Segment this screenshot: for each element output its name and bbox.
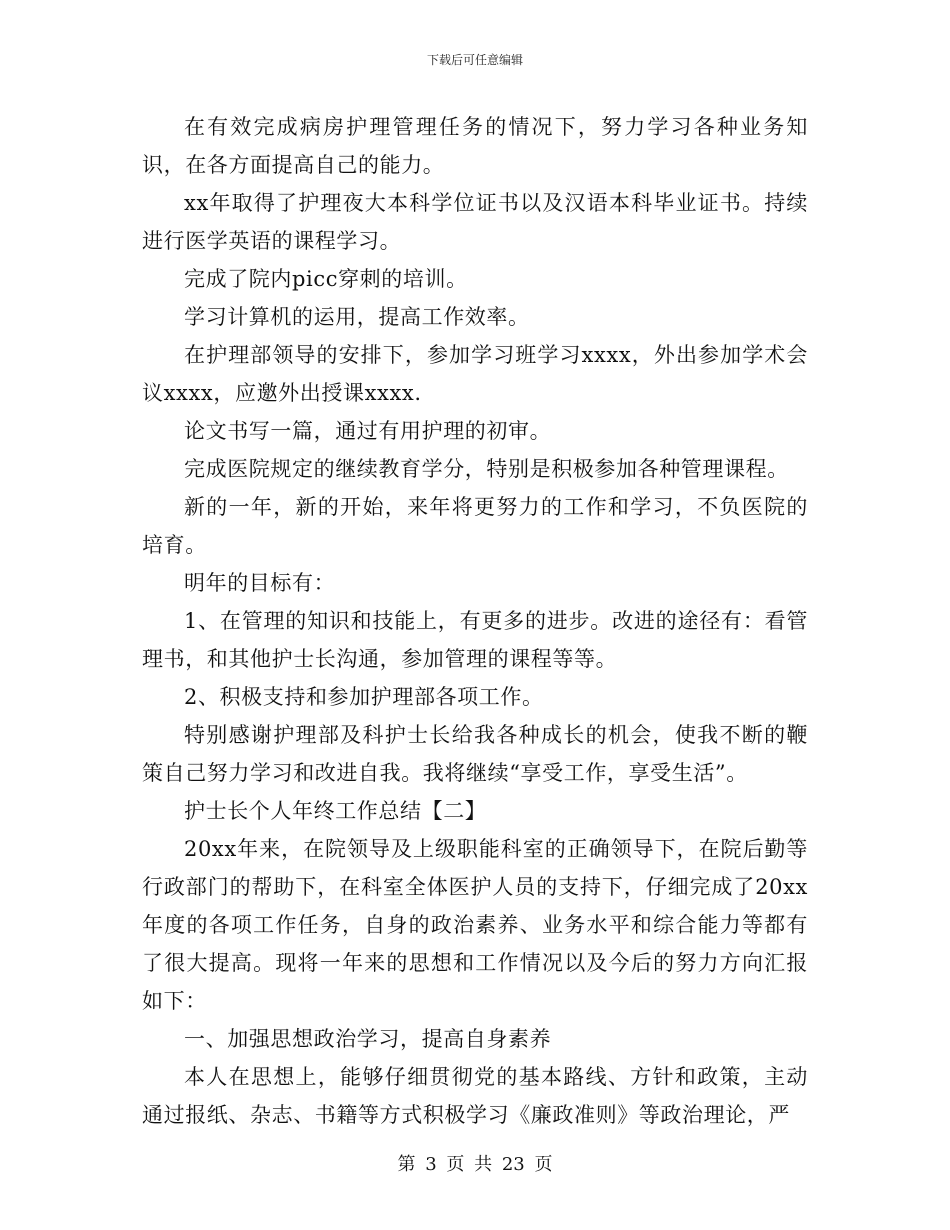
paragraph: 1、在管理的知识和技能上，有更多的进步。改进的途径有：看管理书，和其他护士长沟通，参加管理的课程等等。 (142, 609, 808, 671)
section-heading: 护士长个人年终工作总结【二】 (184, 799, 487, 823)
paragraph: 完成了院内picc穿刺的培训。 (184, 267, 468, 291)
paragraph: 特别感谢护理部及科护士长给我各种成长的机会，使我不断的鞭策自己努力学习和改进自我。我将继续“享受工作，享受生活”。 (142, 723, 808, 785)
paragraph: 2、积极支持和参加护理部各项工作。 (184, 685, 544, 709)
document-body (142, 108, 808, 1134)
paragraph: 在有效完成病房护理管理任务的情况下，努力学习各种业务知识，在各方面提高自己的能力。 (142, 115, 808, 177)
paragraph: 学习计算机的运用，提高工作效率。 (184, 305, 530, 329)
paragraph: 本人在思想上，能够仔细贯彻党的基本路线、方针和政策，主动通过报纸、杂志、书籍等方式积极学习《廉政准则》等政治理论，严 (142, 1065, 808, 1127)
paragraph: 完成医院规定的继续教育学分，特别是积极参加各种管理课程。 (184, 457, 789, 481)
paragraph: 明年的目标有： (184, 571, 336, 595)
page-header: 下载后可任意编辑 (426, 53, 523, 67)
paragraph: 在护理部领导的安排下，参加学习班学习xxxx，外出参加学术会议xxxx，应邀外出授课xxxx. (142, 343, 808, 405)
paragraph: 论文书写一篇，通过有用护理的初审。 (184, 419, 552, 443)
section-heading: 一、加强思想政治学习，提高自身素养 (184, 1027, 552, 1051)
paragraph: 20xx年来，在院领导及上级职能科室的正确领导下，在院后勤等行政部门的帮助下，在科室全体医护人员的支持下，仔细完成了20xx年度的各项工作任务，自身的政治素养、业务水平和综合能力等都有了很大提高。现将一年来的思想和工作情况以及今后的努力方向汇报如下： (142, 837, 808, 1013)
paragraph: xx年取得了护理夜大本科学位证书以及汉语本科毕业证书。持续进行医学英语的课程学习。 (142, 191, 808, 253)
paragraph: 新的一年，新的开始，来年将更努力的工作和学习，不负医院的培育。 (142, 495, 808, 557)
page-number: 第 3 页 共 23 页 (397, 1154, 553, 1175)
